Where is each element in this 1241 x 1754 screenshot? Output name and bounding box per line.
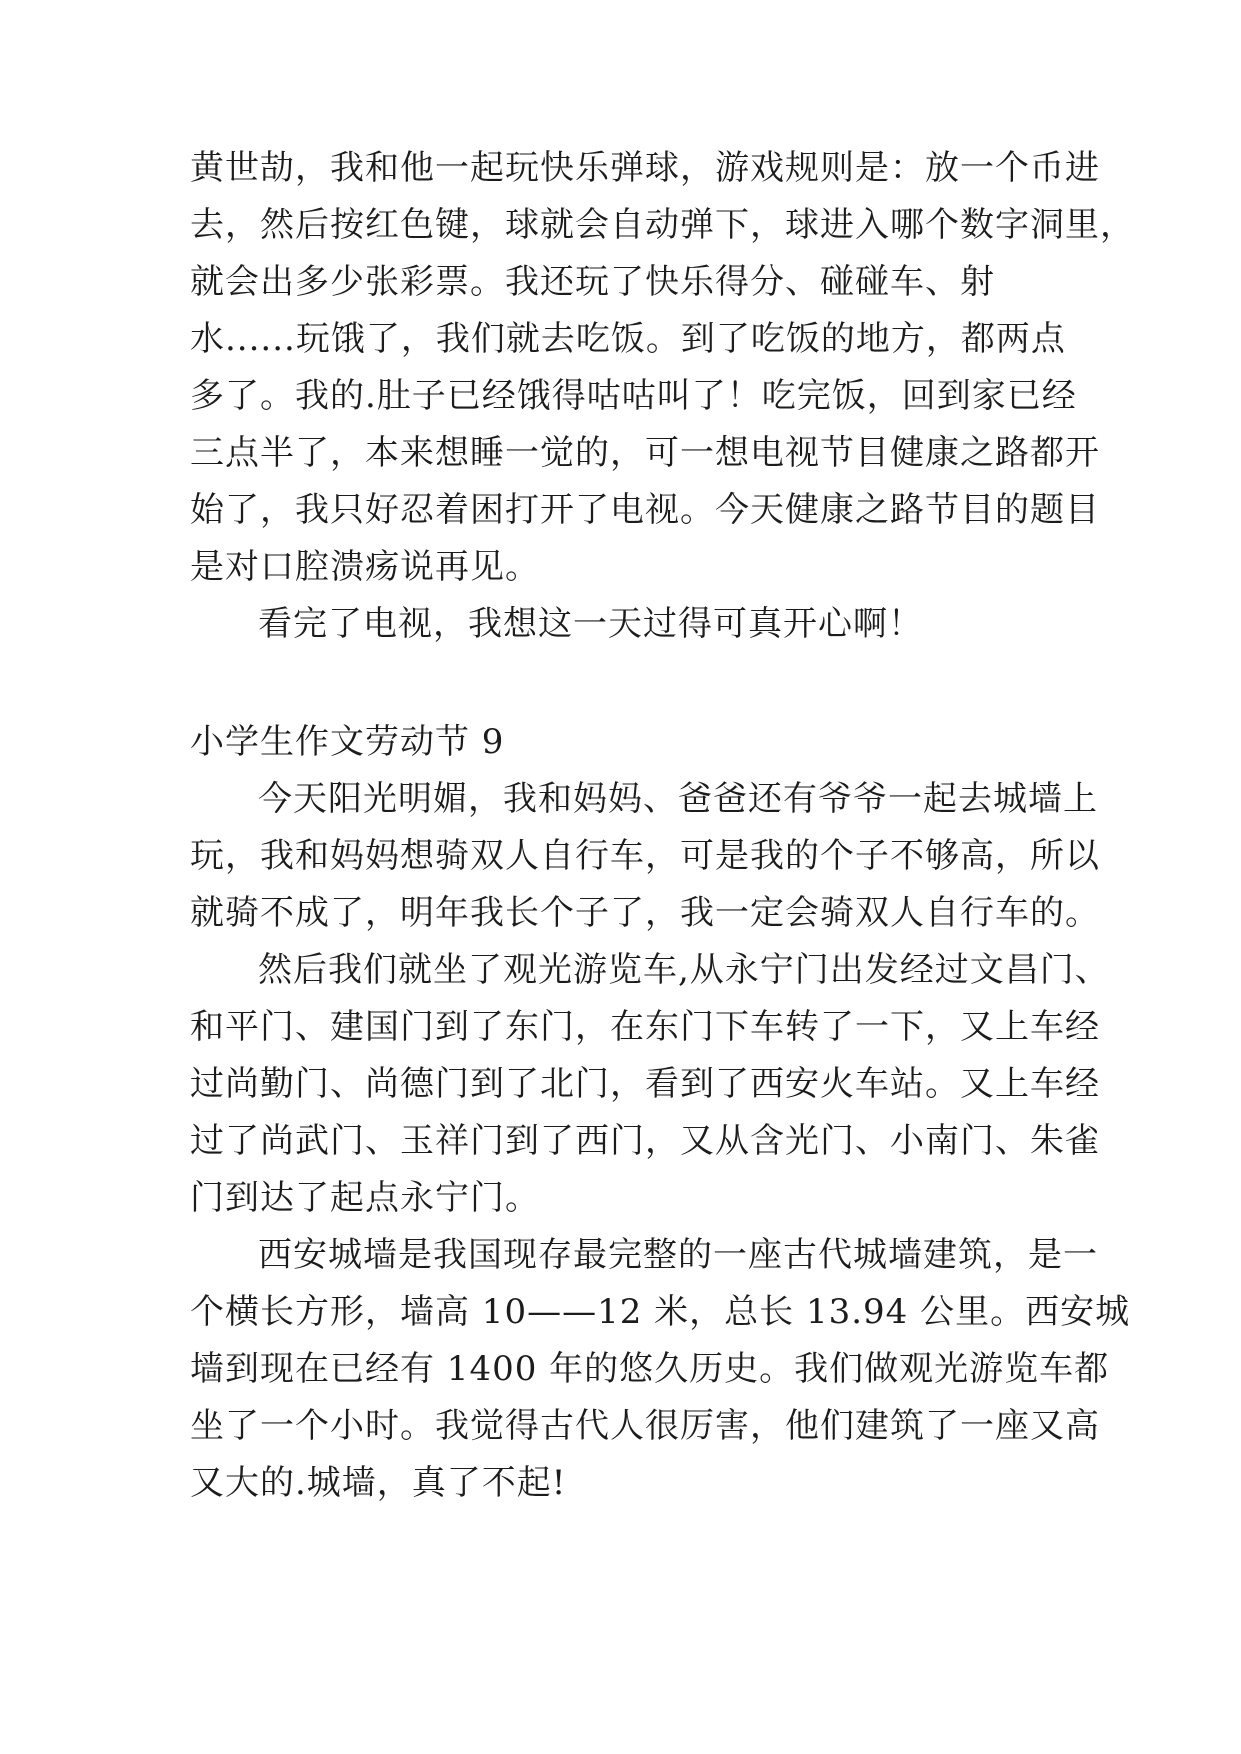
paragraph-1-line-2: 去，然后按红色键，球就会自动弹下，球进入哪个数字洞里， [190, 205, 1135, 245]
paragraph-4-line-5: 门到达了起点永宁门。 [190, 1178, 540, 1218]
section-title: 小学生作文劳动节 9 [190, 722, 505, 762]
paragraph-1-line-6: 三点半了，本来想睡一觉的，可一想电视节目健康之路都开 [190, 433, 1100, 473]
paragraph-4-line-4: 过了尚武门、玉祥门到了西门，又从含光门、小南门、朱雀 [190, 1121, 1100, 1161]
paragraph-3-line-1: 今天阳光明媚，我和妈妈、爸爸还有爷爷一起去城墙上 [258, 779, 1098, 819]
paragraph-1-line-8: 是对口腔溃疡说再见。 [190, 547, 540, 587]
paragraph-1-line-5: 多了。我的.肚子已经饿得咕咕叫了！吃完饭，回到家已经 [190, 376, 1077, 416]
paragraph-5-line-2: 个横长方形，墙高 10——12 米，总长 13.94 公里。西安城 [190, 1292, 1131, 1332]
paragraph-1-line-7: 始了，我只好忍着困打开了电视。今天健康之路节目的题目 [190, 490, 1100, 530]
paragraph-4-line-2: 和平门、建国门到了东门，在东门下车转了一下，又上车经 [190, 1007, 1100, 1047]
paragraph-5-line-3: 墙到现在已经有 1400 年的悠久历史。我们做观光游览车都 [190, 1349, 1110, 1389]
paragraph-4-line-1: 然后我们就坐了观光游览车,从永宁门出发经过文昌门、 [258, 950, 1110, 990]
paragraph-1-line-3: 就会出多少张彩票。我还玩了快乐得分、碰碰车、射 [190, 262, 995, 302]
paragraph-1-line-1: 黄世劼，我和他一起玩快乐弹球，游戏规则是：放一个币进 [190, 148, 1100, 188]
paragraph-1-line-4: 水......玩饿了，我们就去吃饭。到了吃饭的地方，都两点 [190, 319, 1066, 359]
paragraph-5-line-1: 西安城墙是我国现存最完整的一座古代城墙建筑，是一 [258, 1235, 1098, 1275]
paragraph-2-line-1: 看完了电视，我想这一天过得可真开心啊！ [258, 604, 923, 644]
paragraph-3-line-2: 玩，我和妈妈想骑双人自行车，可是我的个子不够高，所以 [190, 836, 1100, 876]
paragraph-5-line-5: 又大的.城墙，真了不起! [190, 1463, 567, 1503]
paragraph-4-line-3: 过尚勤门、尚德门到了北门，看到了西安火车站。又上车经 [190, 1064, 1100, 1104]
paragraph-3-line-3: 就骑不成了，明年我长个子了，我一定会骑双人自行车的。 [190, 893, 1100, 933]
paragraph-5-line-4: 坐了一个小时。我觉得古代人很厉害，他们建筑了一座又高 [190, 1406, 1100, 1446]
